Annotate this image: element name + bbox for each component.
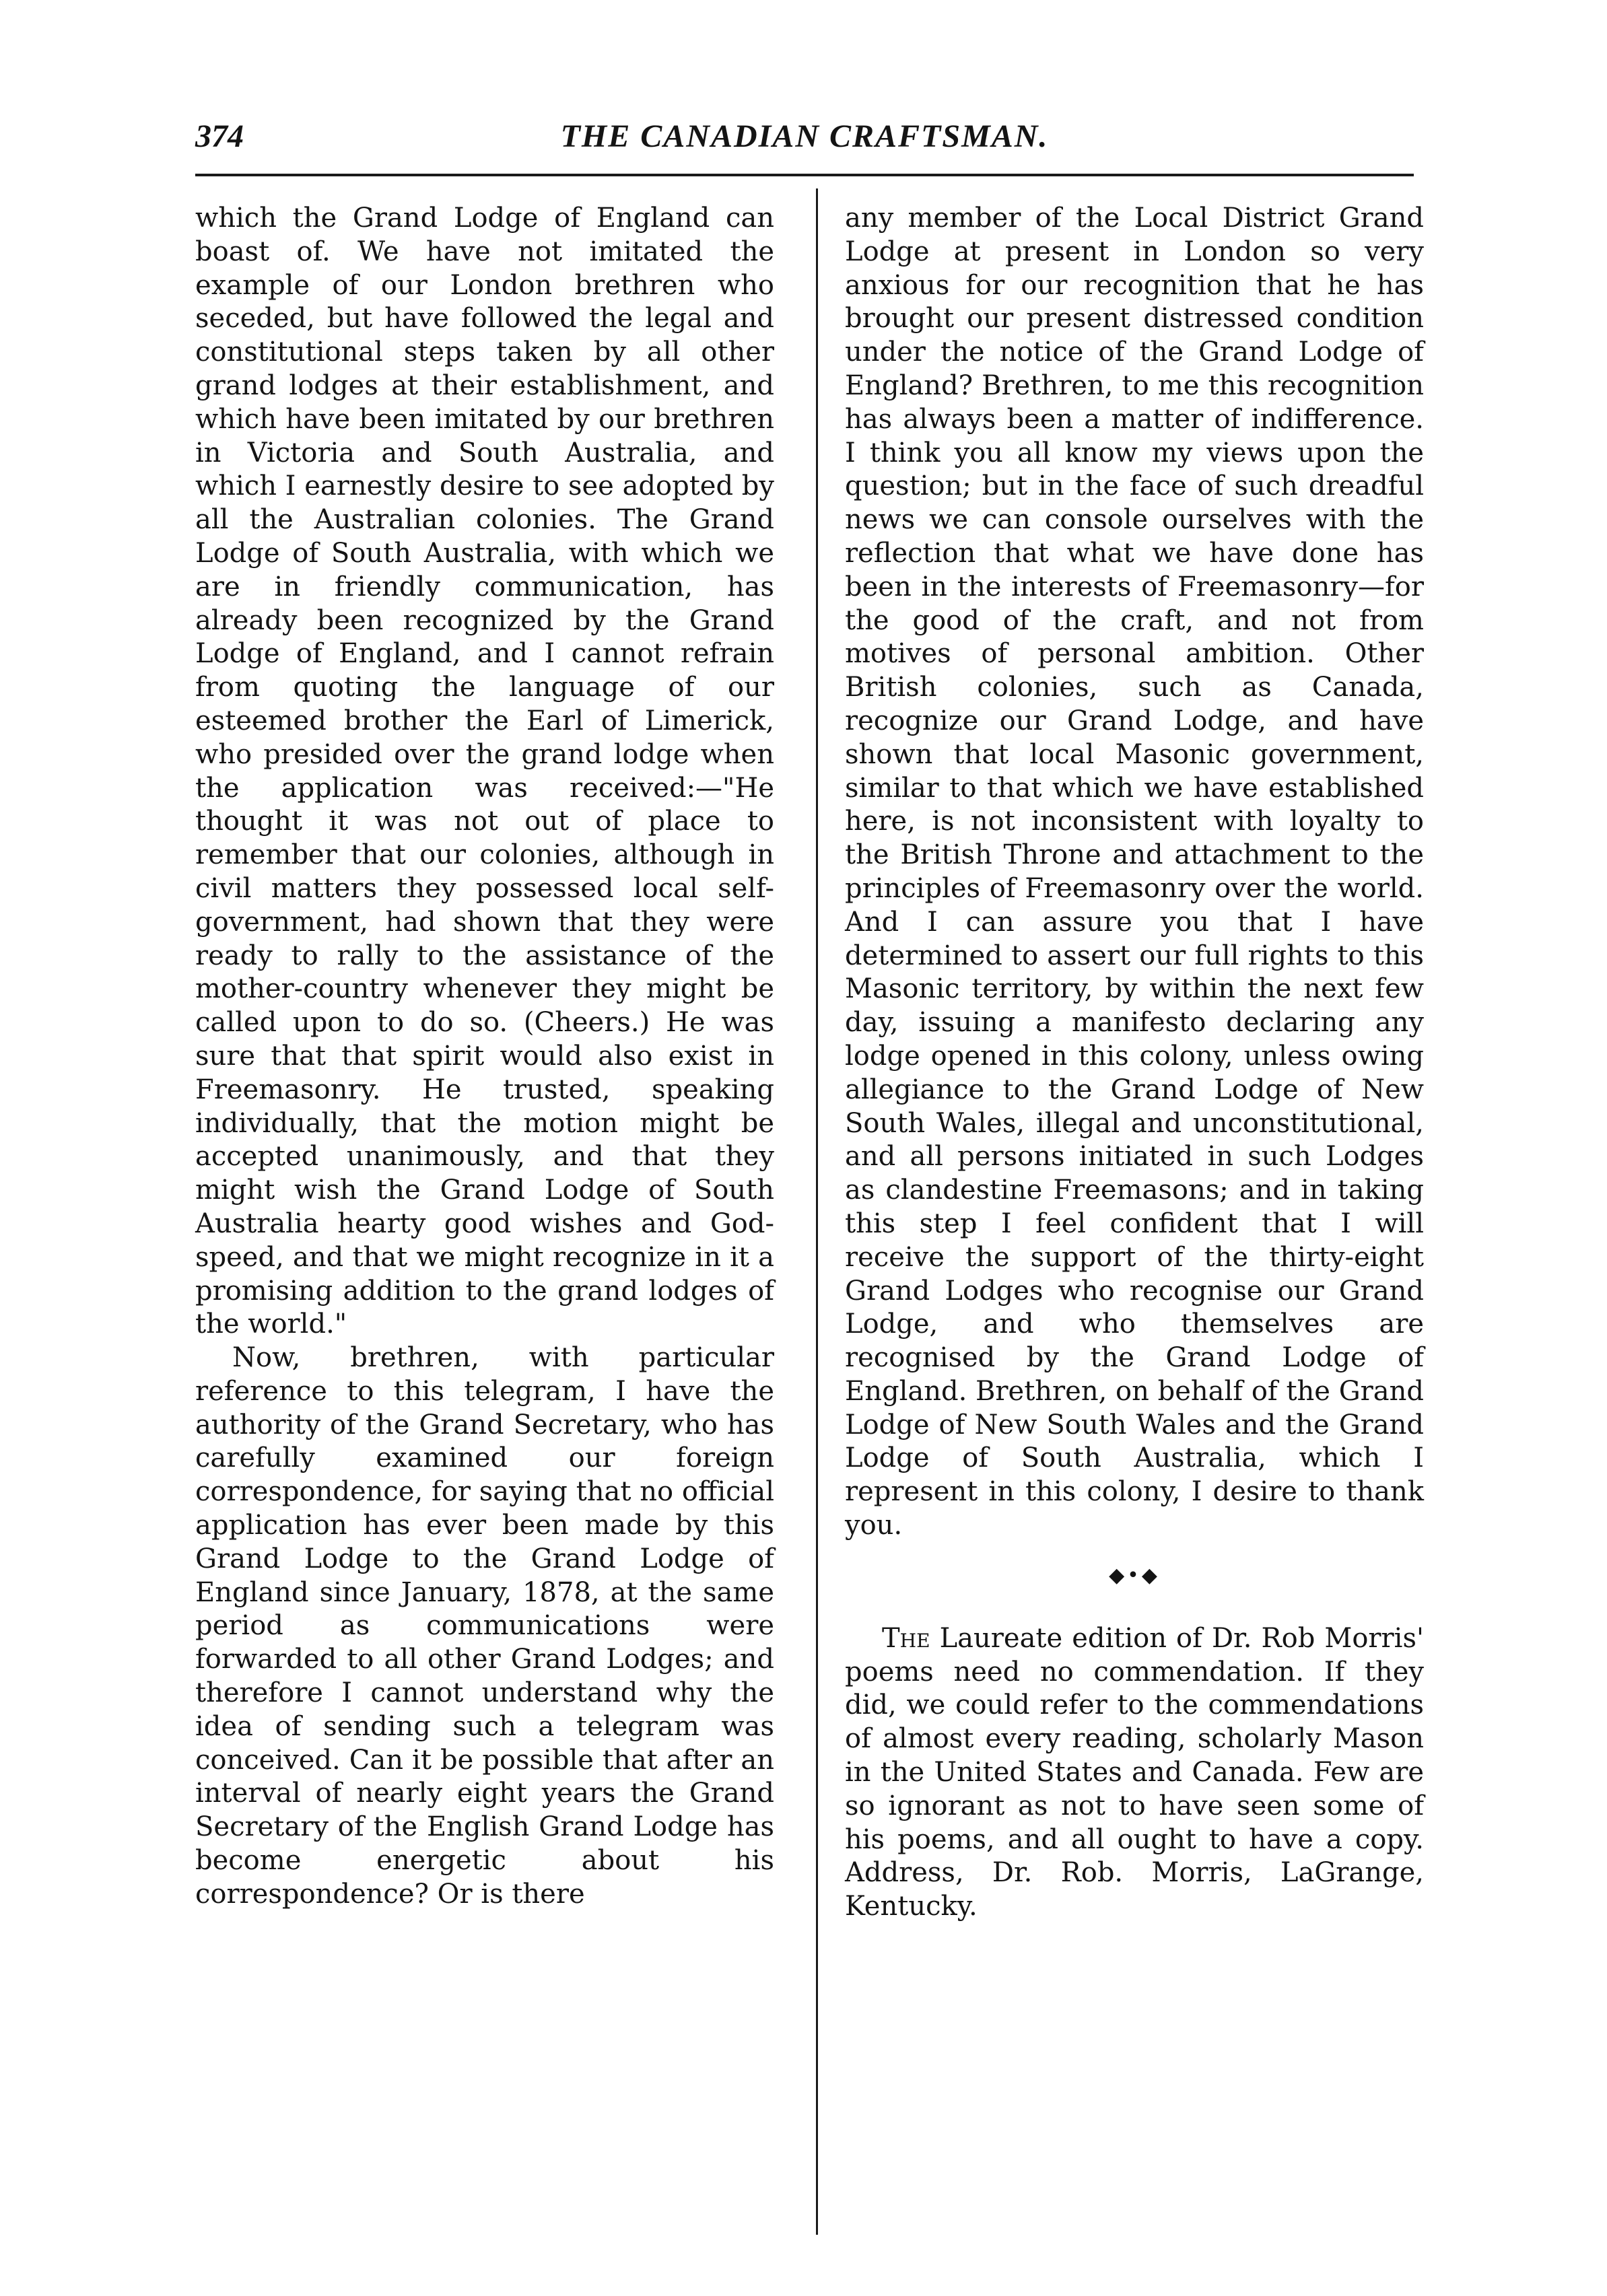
column-divider [816, 188, 818, 2235]
notice-body: Laureate edition of Dr. Rob Morris' poems need no commendation. If they did, we could refer to the commendations of almost every reading, scholarly Mason in the United States and Canada. Few are so ignorant as not to have seen some of his poems, and all ought to have a copy. Address, Dr. Rob. Morris, LaGrange, Kentucky. [845, 1622, 1424, 1922]
page-header [195, 118, 1414, 172]
page-number: 374 [195, 118, 244, 154]
right-paragraph-1: any member of the Local District Grand Lodge at present in London so very anxious for our recognition that he has brought our present distressed condition under the notice of the Grand Lodge of England? Brethren, to me this recognition has always been a matter of indifference. I think you all know my views upon the question; but in the face of such dreadful news we can console ourselves with the reflection that what we have done has been in the interests of Freemasonry—for the good of the craft, and not from motives of personal ambition. Other British colonies, such as Canada, recognize our Grand Lodge, and have shown that local Masonic government, similar to that which we have established here, is not inconsistent with loyalty to the British Throne and attachment to the principles of Freemasonry over the world. And I can assure you that I have determined to assert our full rights to this Masonic territory, by within the next few day, issuing a manifesto declaring any lodge opened in this colony, unless owing allegiance to the Grand Lodge of New South Wales, illegal and unconstitutional, and all persons initiated in such Lodges as clandestine Freemasons; and in taking this step I feel confident that I will receive the support of the thirty-eight Grand Lodges who recognise our Grand Lodge, and who themselves are recognised by the Grand Lodge of England. Brethren, on behalf of the Grand Lodge of New South Wales and the Grand Lodge of South Australia, which I represent in this colony, I desire to thank you. [845, 203, 1424, 1541]
notice-paragraph [845, 1622, 1424, 1924]
running-title: THE CANADIAN CRAFTSMAN. [560, 118, 1049, 154]
left-paragraph-2: Now, brethren, with particular reference to this telegram, I have the authority of the Grand Secretary, who has carefully examined our foreign correspondence, for saying that no official application has ever been made by this Grand Lodge to the Grand Lodge of England since January, 1878, at the same period as communications were forwarded to all other Grand Lodges; and therefore I cannot understand why the idea of sending such a telegram was conceived. Can it be possible that after an interval of nearly eight years the Grand Secretary of the English Grand Lodge has become energetic about his correspondence? Or is there [195, 1342, 774, 1910]
left-column [195, 202, 774, 1912]
section-ornament: ◆•◆ [1109, 1563, 1160, 1587]
right-column [845, 202, 1424, 1924]
header-rule [195, 174, 1414, 176]
left-paragraph-1: which the Grand Lodge of England can boast of. We have not imitated the example of our London brethren who seceded, but have followed the legal and constitutional steps taken by all other grand lodges at their establishment, and which have been imitated by our brethren in Victoria and South Australia, and which I earnestly desire to see adopted by all the Australian colonies. The Grand Lodge of South Australia, with which we are in friendly communication, has already been recognized by the Grand Lodge of England, and I cannot refrain from quoting the language of our esteemed brother the Earl of Limerick, who presided over the grand lodge when the application was received:—"He thought it was not out of place to remember that our colonies, although in civil matters they possessed local self-government, had shown that they were ready to rally to the assistance of the mother-country whenever they might be called upon to do so. (Cheers.) He was sure that that spirit would also exist in Freemasonry. He trusted, speaking individually, that the motion might be accepted unanimously, and that they might wish the Grand Lodge of South Australia hearty good wishes and God-speed, and that we might recognize in it a promising addition to the grand lodges of the world." [195, 203, 774, 1340]
notice-lead: The [882, 1622, 930, 1654]
